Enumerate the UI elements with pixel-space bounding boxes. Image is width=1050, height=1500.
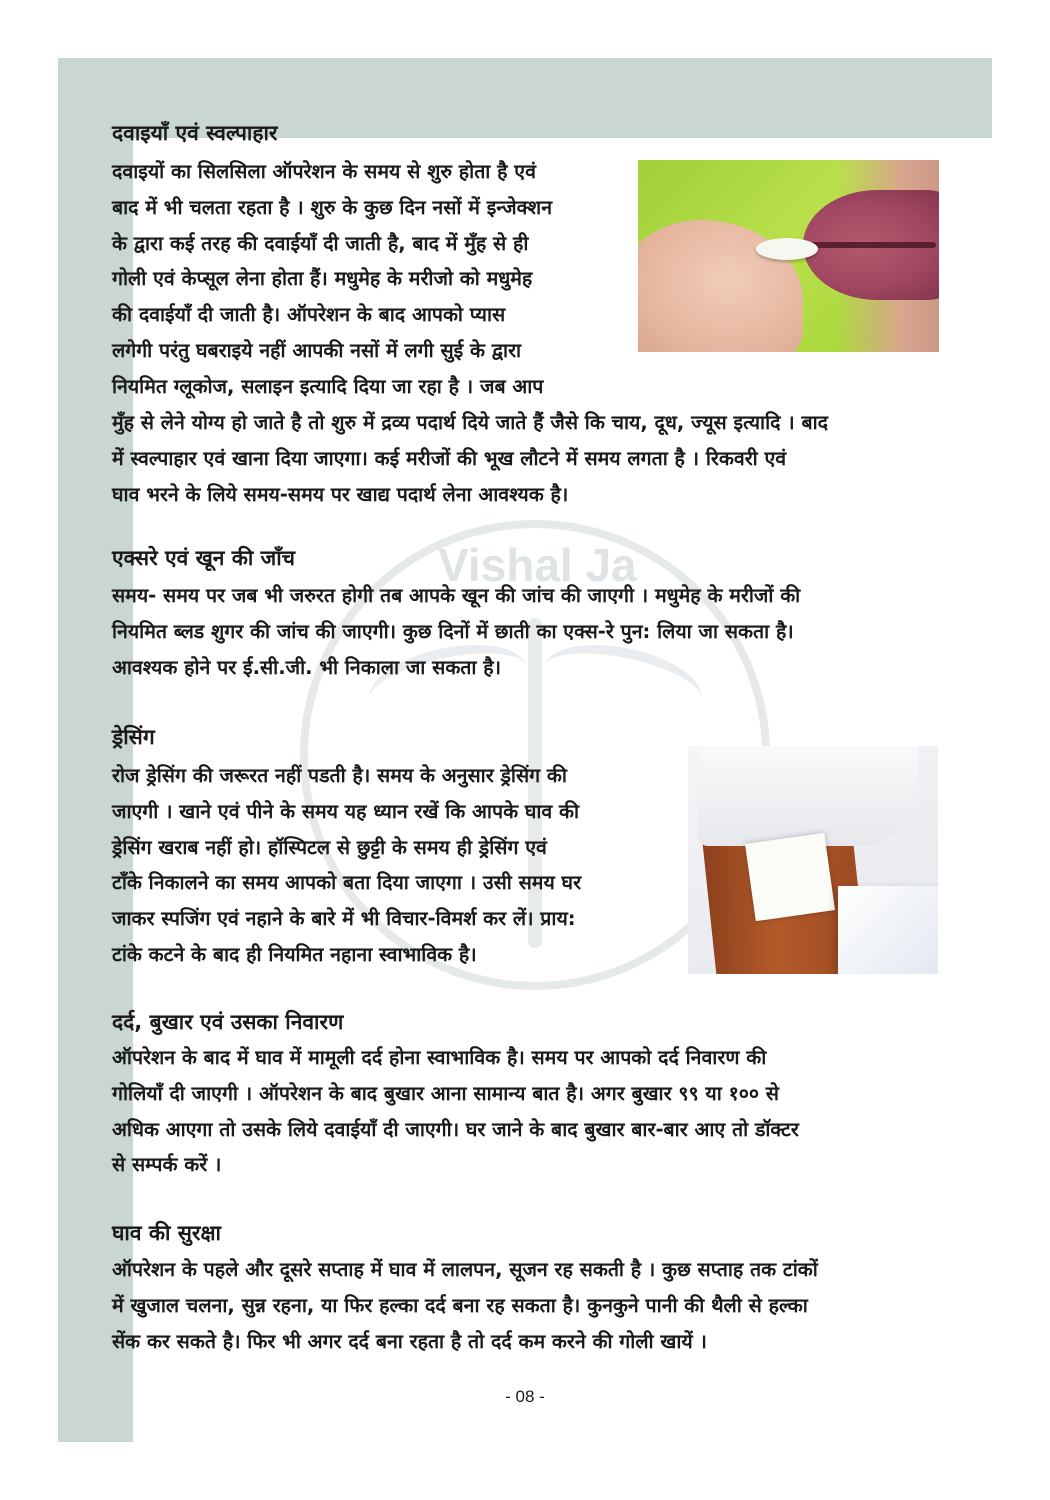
heading-dressing: ड्रेसिंग <box>112 725 155 749</box>
text-line: जाएगी । खाने एवं पीने के समय यह ध्यान रखें कि आपके घाव की <box>112 799 580 823</box>
text-line: आवश्यक होने पर ई.सी.जी. भी निकाला जा सकता है। <box>112 655 502 679</box>
paragraph-dressing <box>112 758 662 973</box>
paragraph-medicines-full <box>112 405 940 512</box>
text-line: रोज ड्रेसिंग की जरूरत नहीं पडती है। समय के अनुसार ड्रेसिंग की <box>112 764 567 787</box>
text-line: दवाइयों का सिलसिला ऑपरेशन के समय से शुरु होता है एवं <box>112 160 536 183</box>
text-line: लगेगी परंतु घबराइये नहीं आपकी नसों में लगी सुई के द्वारा <box>112 338 522 362</box>
pill-photo <box>638 160 939 352</box>
text-line: ऑपरेशन के पहले और दूसरे सप्ताह में घाव में लालपन, सूजन रह सकती है । कुछ सप्ताह तक टांकों <box>112 1258 818 1281</box>
gauze-icon <box>838 886 938 974</box>
text-line: ऑपरेशन के बाद में घाव में मामूली दर्द होना स्वाभाविक है। समय पर आपको दर्द निवारण की <box>112 1046 767 1069</box>
sleeve-image <box>698 746 918 846</box>
dressing-photo <box>688 746 938 974</box>
pill-icon <box>756 238 818 260</box>
paragraph-xray <box>112 578 940 685</box>
text-line: समय- समय पर जब भी जरुरत होगी तब आपके खून की जांच की जाएगी । मधुमेह के मरीजों की <box>112 584 801 607</box>
watermark-text: Vishal Ja <box>438 539 637 591</box>
text-line: नियमित ग्लूकोज, सलाइन इत्यादि दिया जा रहा है । जब आप <box>112 374 544 398</box>
text-line: गोलियाँ दी जाएगी । ऑपरेशन के बाद बुखार आना सामान्य बात है। अगर बुखार ९९ या १०० से <box>112 1081 779 1105</box>
heading-medicines: दवाइयाँ एवं स्वल्पाहार <box>112 121 278 145</box>
text-line: से सम्पर्क करें । <box>112 1153 222 1177</box>
text-line: के द्वारा कई तरह की दवाईयाँ दी जाती है, बाद में मुँह से ही <box>112 231 529 255</box>
bandage-pad-icon <box>745 833 835 921</box>
text-line: गोली एवं केप्सूल लेना होता हैं। मधुमेह के मरीजो को मधुमेह <box>112 267 533 291</box>
page-number: - 08 - <box>505 1387 545 1406</box>
text-line: मुँह से लेने योग्य हो जाते है तो शुरु में द्रव्य पदार्थ दिये जाते हैं जैसे कि चाय, दूध, ज्यूस इत्यादि । बाद <box>112 411 829 434</box>
text-line: टांके कटने के बाद ही नियमित नहाना स्वाभाविक है। <box>112 942 477 966</box>
text-line: जाकर स्पजिंग एवं नहाने के बारे में भी विचार-विमर्श कर लें। प्राय: <box>112 907 576 931</box>
text-line: की दवाईयाँ दी जाती है। ऑपरेशन के बाद आपको प्यास <box>112 303 506 327</box>
text-line: में स्वल्पाहार एवं खाना दिया जाएगा। कई मरीजों की भूख लौटने में समय लगता है । रिकवरी एवं <box>112 446 787 470</box>
text-line: सेंक कर सकते है। फिर भी अगर दर्द बना रहता है तो दर्द कम करने की गोली खायें । <box>112 1329 707 1353</box>
paragraph-pain <box>112 1040 940 1183</box>
text-line: अधिक आएगा तो उसके लिये दवाईयाँ दी जाएगी। घर जाने के बाद बुखार बार-बार आए तो डॉक्टर <box>112 1117 799 1141</box>
paragraph-medicines-wrapped <box>112 154 626 405</box>
heading-pain: दर्द, बुखार एवं उसका निवारण <box>112 1010 344 1034</box>
text-line: ड्रेसिंग खराब नहीं हो। हॉस्पिटल से छुट्टी के समय ही ड्रेसिंग एवं <box>112 835 547 859</box>
text-line: घाव भरने के लिये समय-समय पर खाद्य पदार्थ लेना आवश्यक है। <box>112 482 569 506</box>
heading-xray: एक्सरे एवं खून की जाँच <box>112 546 296 570</box>
text-line: नियमित ब्लड शुगर की जांच की जाएगी। कुछ दिनों में छाती का एक्स-रे पुन: लिया जा सकता है। <box>112 619 794 643</box>
text-line: बाद में भी चलता रहता है । शुरु के कुछ दिन नसों में इन्जेक्शन <box>112 195 553 219</box>
heading-wound: घाव की सुरक्षा <box>112 1221 221 1245</box>
text-line: टाँके निकालने का समय आपको बता दिया जाएगा । उसी समय घर <box>112 871 582 895</box>
paragraph-wound <box>112 1252 940 1359</box>
text-line: में खुजाल चलना, सुन्न रहना, या फिर हल्का दर्द बना रह सकता है। कुनकुने पानी की थैली से हल्का <box>112 1293 808 1317</box>
